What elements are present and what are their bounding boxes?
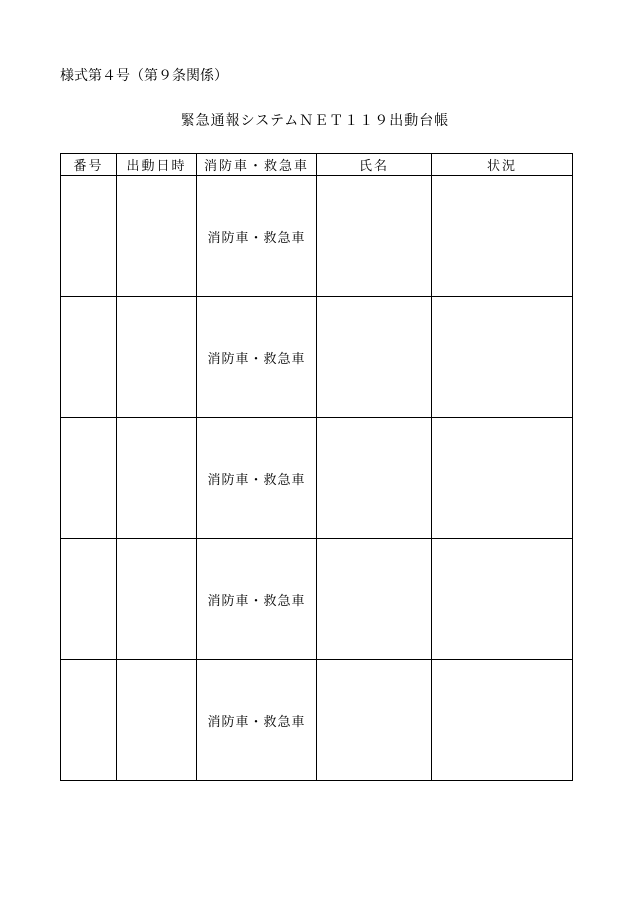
- cell-status[interactable]: [432, 539, 573, 660]
- table-row: [61, 176, 573, 297]
- cell-vehicle-type[interactable]: [197, 660, 317, 781]
- vehicle-type-text: 消防車・救急車: [207, 714, 306, 730]
- cell-number[interactable]: [61, 176, 117, 297]
- header-name: 氏名: [317, 154, 432, 176]
- cell-name[interactable]: [317, 297, 432, 418]
- cell-name[interactable]: [317, 660, 432, 781]
- cell-dispatch-datetime[interactable]: [117, 176, 197, 297]
- table-row: [61, 297, 573, 418]
- vehicle-type-text: 消防車・救急車: [207, 472, 306, 488]
- cell-number[interactable]: [61, 297, 117, 418]
- cell-dispatch-datetime[interactable]: [117, 418, 197, 539]
- cell-status[interactable]: [432, 176, 573, 297]
- dispatch-ledger-table: [60, 153, 573, 781]
- vehicle-type-text: 消防車・救急車: [207, 230, 306, 246]
- header-dispatch-datetime: 出動日時: [117, 154, 197, 176]
- cell-name[interactable]: [317, 539, 432, 660]
- cell-vehicle-type[interactable]: [197, 539, 317, 660]
- cell-number[interactable]: [61, 660, 117, 781]
- header-status: 状況: [432, 154, 573, 176]
- cell-dispatch-datetime[interactable]: [117, 660, 197, 781]
- cell-dispatch-datetime[interactable]: [117, 297, 197, 418]
- header-number: 番号: [61, 154, 117, 176]
- table-row: [61, 539, 573, 660]
- vehicle-type-text: 消防車・救急車: [207, 593, 306, 609]
- table-row: [61, 660, 573, 781]
- cell-status[interactable]: [432, 418, 573, 539]
- table-row: [61, 418, 573, 539]
- cell-dispatch-datetime[interactable]: [117, 539, 197, 660]
- cell-name[interactable]: [317, 176, 432, 297]
- cell-number[interactable]: [61, 539, 117, 660]
- cell-status[interactable]: [432, 297, 573, 418]
- form-number-label: 様式第４号（第９条関係）: [60, 68, 228, 84]
- cell-name[interactable]: [317, 418, 432, 539]
- vehicle-type-text: 消防車・救急車: [207, 351, 306, 367]
- table-header-row: [61, 154, 573, 176]
- cell-vehicle-type[interactable]: [197, 418, 317, 539]
- cell-vehicle-type[interactable]: [197, 297, 317, 418]
- document-title: 緊急通報システムＮＥＴ１１９出動台帳: [180, 113, 450, 129]
- cell-vehicle-type[interactable]: [197, 176, 317, 297]
- cell-status[interactable]: [432, 660, 573, 781]
- cell-number[interactable]: [61, 418, 117, 539]
- header-vehicle-type: 消防車・救急車: [197, 154, 317, 176]
